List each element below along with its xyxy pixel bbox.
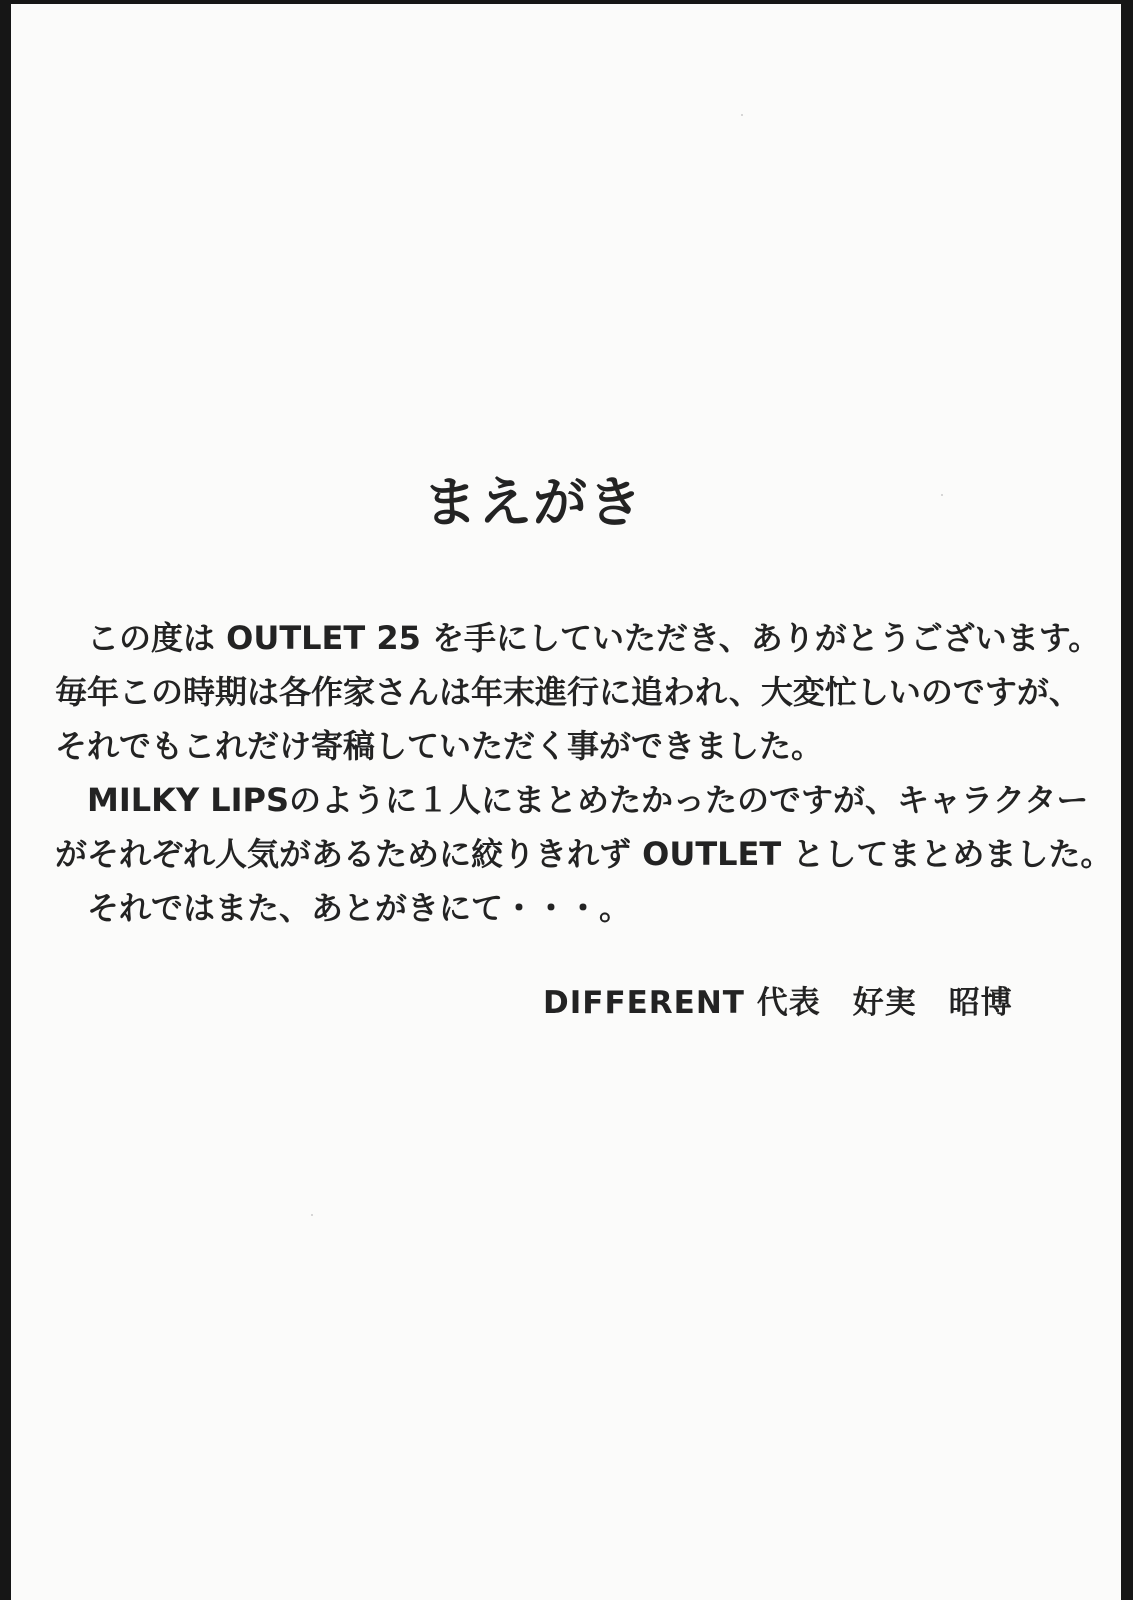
scan-speck bbox=[311, 1214, 313, 1216]
signature: DIFFERENT 代表 好実 昭博 bbox=[543, 985, 1013, 1021]
body-line: この度は OUTLET 25 を手にしていただき、ありがとうございます。 bbox=[55, 619, 1101, 657]
body-line: MILKY LIPSのように１人にまとめたかったのですが、キャラクター bbox=[55, 781, 1089, 819]
scan-speck bbox=[941, 494, 943, 496]
preface-paragraphs bbox=[55, 611, 1113, 935]
scanned-page bbox=[11, 4, 1121, 1600]
body-line: 毎年この時期は各作家さんは年末進行に追われ、大変忙しいのですが、 bbox=[55, 673, 1081, 711]
body-line: それではまた、あとがきにて・・・。 bbox=[55, 889, 632, 927]
page-title: まえがき bbox=[423, 471, 643, 534]
scan-speck bbox=[741, 114, 743, 116]
body-line: がそれぞれ人気があるために絞りきれず OUTLET としてまとめました。 bbox=[55, 835, 1113, 873]
body-line: それでもこれだけ寄稿していただく事ができました。 bbox=[55, 727, 824, 765]
